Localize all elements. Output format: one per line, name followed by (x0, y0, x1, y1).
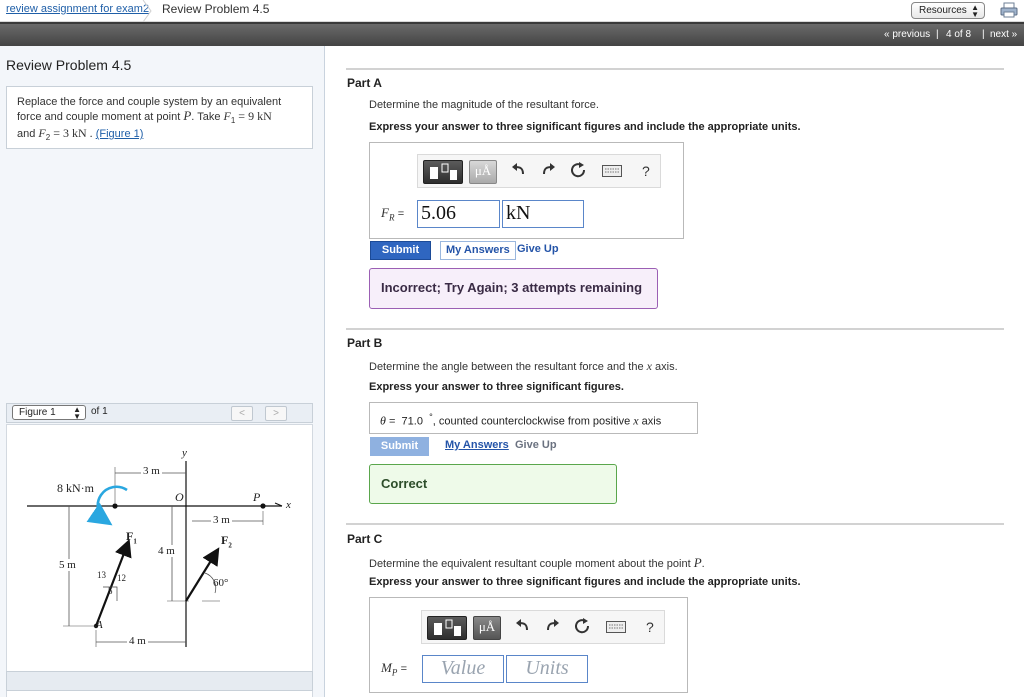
keyboard-icon[interactable] (602, 165, 622, 177)
p-variable: P (693, 555, 702, 570)
part-a-give-up-button[interactable]: Give Up (517, 243, 559, 255)
equals-sign: = (388, 415, 396, 428)
part-c-answer-box (369, 597, 688, 693)
moment-label: 8 kN·m (57, 481, 94, 495)
figure-prev-button[interactable]: < (231, 406, 253, 421)
print-icon[interactable] (1000, 2, 1018, 18)
nav-divider: | (982, 29, 985, 40)
figure-footer-bar (6, 671, 313, 691)
problem-text-line: Replace the force and couple system by an equivalent (17, 96, 282, 108)
y-axis-label: y (182, 447, 187, 459)
breadcrumb-separator-icon (141, 0, 153, 22)
figure-select[interactable] (12, 405, 86, 420)
fr-letter: F (381, 205, 389, 220)
part-b-give-up-button: Give Up (515, 439, 557, 451)
part-b-feedback: Correct (369, 464, 617, 504)
f1-letter: F (126, 529, 134, 543)
f1-symbol: F (223, 109, 231, 123)
fr-sub: R (388, 212, 395, 223)
resources-dropdown[interactable] (911, 2, 985, 19)
instruction-text: axis. (651, 361, 678, 373)
mp-letter: M (381, 660, 392, 675)
fr-label (381, 205, 404, 223)
divider (346, 68, 1004, 70)
math-toolbar (421, 610, 665, 644)
part-a-express: Express your answer to three significant figures and include the appropriate units. (369, 121, 801, 133)
point-p-label: P (253, 490, 261, 504)
instruction-text: Determine the angle between the resultant force and the (369, 361, 647, 373)
mp-units-input[interactable]: Units (506, 655, 588, 683)
x-variable: x (633, 413, 639, 428)
navigation-bar (0, 22, 1024, 46)
slope-12: 12 (117, 573, 126, 583)
templates-button[interactable] (423, 160, 463, 184)
templates-button[interactable] (427, 616, 467, 640)
part-c-title: Part C (347, 532, 383, 546)
part-c-instruction (369, 555, 705, 571)
angle-60: 60° (213, 577, 229, 589)
figure-select-value: Figure 1 (19, 407, 56, 418)
templates-icon (424, 161, 462, 183)
divider (346, 523, 1004, 525)
part-a-answer-box (369, 142, 684, 239)
updown-icon: ▲ ▼ (73, 405, 81, 421)
help-button[interactable]: ? (642, 163, 650, 179)
f2-letter: F (221, 533, 229, 547)
problem-text: and (17, 128, 39, 141)
f2-label (221, 533, 232, 549)
part-a-title: Part A (347, 76, 382, 90)
instruction-text: . (701, 558, 705, 570)
f1-sub: 1 (133, 537, 137, 546)
reset-icon[interactable] (574, 618, 590, 634)
problem-panel (0, 46, 325, 697)
next-link[interactable]: next » (990, 29, 1018, 40)
part-a-submit-button[interactable]: Submit (370, 241, 431, 260)
point-a-label: A (96, 619, 103, 631)
instruction-text: Determine the equivalent resultant couple moment about the point (369, 558, 694, 570)
reset-icon[interactable] (570, 162, 586, 178)
problem-statement (6, 86, 313, 149)
problem-title: Review Problem 4.5 (6, 57, 132, 73)
dim-3m-right: 3 m (213, 514, 230, 526)
mp-sub: P (391, 667, 398, 678)
part-a-instruction: Determine the magnitude of the resultant force. (369, 99, 599, 111)
f1-value: = 9 kN (235, 109, 272, 123)
updown-icon: ▲ ▼ (971, 3, 979, 19)
figure-next-button[interactable]: > (265, 406, 287, 421)
equals-sign: = (400, 663, 408, 675)
redo-icon[interactable] (544, 618, 560, 634)
dim-3m-top: 3 m (143, 465, 160, 477)
dim-4m-vertical: 4 m (158, 545, 175, 557)
top-bar (0, 0, 1024, 22)
figure-diagram (6, 424, 313, 697)
theta-suffix: axis (638, 415, 662, 428)
theta-suffix: , counted counterclockwise from positive (432, 415, 634, 428)
problem-text: force and couple moment at point (17, 111, 184, 123)
f1-subscript: 1 (230, 116, 236, 126)
x-axis-label: x (286, 499, 291, 511)
dim-5m: 5 m (59, 559, 76, 571)
theta-symbol: θ (380, 413, 386, 428)
point-p-symbol: P (183, 108, 192, 123)
help-button[interactable]: ? (646, 619, 654, 635)
breadcrumb-current: Review Problem 4.5 (162, 2, 270, 16)
part-b-answer-box (369, 402, 698, 434)
nav-divider: | (936, 29, 939, 40)
degree-symbol: ° (429, 412, 433, 422)
part-b-instruction (369, 359, 678, 374)
f2-symbol: F (38, 126, 46, 141)
units-button[interactable]: μÅ (469, 160, 497, 184)
part-b-express: Express your answer to three significant figures. (369, 381, 624, 393)
fr-units-input[interactable]: kN (502, 200, 584, 228)
slope-13: 13 (97, 570, 106, 580)
problem-text: . Take (191, 111, 224, 123)
dim-4m-bottom: 4 m (129, 635, 146, 647)
nav-position: 4 of 8 (946, 29, 972, 40)
mp-label (381, 660, 407, 678)
f2-subscript: 2 (45, 133, 51, 143)
slope-5: 5 (108, 586, 113, 596)
origin-label: O (175, 490, 184, 504)
part-b-title: Part B (347, 336, 383, 350)
undo-icon[interactable] (511, 162, 527, 178)
problem-text-line (17, 109, 302, 127)
breadcrumb-assignment-link[interactable]: review assignment for exam2 (6, 3, 150, 15)
theta-value: 71.0 (401, 415, 423, 428)
part-b-submit-button[interactable]: Submit (370, 437, 429, 456)
part-c-express: Express your answer to three significant figures and include the appropriate units. (369, 576, 801, 588)
resources-label: Resources (919, 5, 967, 16)
part-b-my-answers-button[interactable]: My Answers (445, 439, 509, 451)
math-toolbar (417, 154, 661, 188)
redo-icon[interactable] (540, 162, 556, 178)
figure-link[interactable]: (Figure 1) (95, 128, 144, 141)
units-button[interactable]: μÅ (473, 616, 501, 640)
x-variable: x (646, 359, 652, 373)
part-a-my-answers-button[interactable]: My Answers (440, 241, 516, 260)
divider (346, 328, 1004, 330)
problem-text-line (17, 127, 302, 144)
figure-navigation (6, 403, 313, 423)
fr-value-input[interactable]: 5.06 (417, 200, 500, 228)
undo-icon[interactable] (515, 618, 531, 634)
mp-value-input[interactable]: Value (422, 655, 504, 683)
f2-value: = 3 kN . (50, 126, 93, 141)
part-a-feedback: Incorrect; Try Again; 3 attempts remaining (369, 268, 658, 309)
equals-sign: = (397, 208, 405, 220)
f2-sub: 2 (228, 541, 232, 550)
figure-count: of 1 (91, 406, 108, 417)
templates-icon (428, 617, 466, 639)
theta-answer (380, 412, 661, 429)
previous-link[interactable]: « previous (884, 29, 931, 40)
f1-label (126, 529, 137, 545)
keyboard-icon[interactable] (606, 621, 626, 633)
